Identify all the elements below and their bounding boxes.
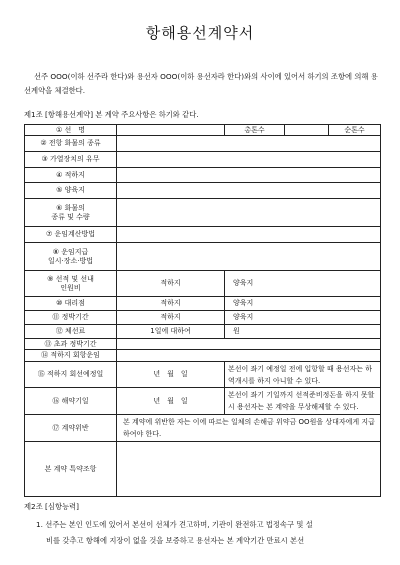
laytime-label: ⑨ 선적 및 선내 인원비 (25, 271, 117, 297)
loading-notice-text: 본선이 좌기 예정일 전에 입항할 때 용선자는 하역개시를 하지 아니할 수 있다. (225, 362, 381, 388)
gross-ton-label: 총톤수 (225, 125, 285, 136)
heater-label: ③ 가열장치의 유무 (25, 152, 117, 168)
cargo-type-value (117, 136, 381, 152)
unloading-port-value (117, 183, 381, 199)
loading-port-value (117, 168, 381, 183)
demurrage-won: 원 (225, 325, 381, 339)
agent-loading: 적하지 (117, 297, 225, 311)
unloading-port-label: ⑤ 양육지 (25, 183, 117, 199)
document-title: 항해용선계약서 (145, 24, 255, 42)
ship-name-value (117, 125, 225, 136)
laytime-loading: 적하지 (117, 271, 225, 297)
insurance-value (117, 350, 381, 362)
cargo-kind-qty-value (117, 199, 381, 227)
layday-label: ⑪ 정박기간 (25, 311, 117, 325)
insurance-label: ⑭ 적하지 회항운임 (25, 350, 117, 362)
layday-loading: 적하지 (117, 311, 225, 325)
net-ton-label: 순톤수 (329, 125, 381, 136)
cargo-kind-qty-label: ⑥ 화물의 종류 및 수량 (25, 199, 117, 227)
agent-unloading: 양육지 (225, 297, 381, 311)
freight-method-label: ⑦ 운임계산방법 (25, 227, 117, 243)
special-terms-label: 본 계약 특약조항 (25, 442, 117, 497)
demurrage-label: ⑫ 체선료 (25, 325, 117, 339)
freight-method-value (117, 227, 381, 243)
breach-text: 본 계약에 위반한 자는 이에 따르는 일체의 손해금 위약금 OO원을 상대자에게 지급하여야 한다. (117, 415, 381, 442)
loading-notice-date: 년 월 일 (117, 362, 225, 388)
clause-2-item-1 (36, 517, 380, 549)
breach-label: ⑰ 계약위반 (25, 415, 117, 442)
laytime-unloading: 양육지 (225, 271, 381, 297)
expiry-date: 년 월 일 (117, 388, 225, 415)
gross-ton-value (285, 125, 329, 136)
clause-1-heading: 제1조 [항해용선계약] 본 계약 주요사항은 하기와 같다. (24, 110, 199, 119)
ship-name-label: ① 선 명 (25, 125, 117, 136)
special-terms-value (117, 442, 381, 497)
cargo-type-label: ② 전항 화물의 종류 (25, 136, 117, 152)
clause-2-heading: 제2조 [심항능력] (24, 502, 79, 511)
layday-unloading: 양육지 (225, 311, 381, 325)
expiry-label: ⑯ 해약기일 (25, 388, 117, 415)
overtime-value (117, 339, 381, 350)
contract-terms-table (24, 124, 381, 497)
heater-value (117, 152, 381, 168)
demurrage-per-day: 1일에 대하여 (117, 325, 225, 339)
freight-payment-value (117, 243, 381, 271)
clause-2-item-1-line-1: 1. 선주는 본인 인도에 있어서 본선이 선체가 견고하며, 기관이 완전하고 법정속구 및 설 (36, 520, 313, 529)
loading-notice-label: ⑮ 적하지 회선예정일 (25, 362, 117, 388)
loading-port-label: ④ 적하지 (25, 168, 117, 183)
freight-payment-label: ⑧ 운임지급 일시·장소·방법 (25, 243, 117, 271)
intro-paragraph: 선주 OOO(이하 선주라 한다)와 용선자 OOO(이하 용선자라 한다)와의 사이에 있어서 하기의 조항에 의해 용선계약을 체결한다. (24, 72, 378, 95)
agent-label: ⑩ 대리점 (25, 297, 117, 311)
overtime-label: ⑬ 초과 정박기간 (25, 339, 117, 350)
expiry-text: 본선이 좌기 기일까지 선적준비정돈을 하지 못할 시 용선자는 본 계약을 무상해제할 수 있다. (225, 388, 381, 415)
clause-2-item-1-line-2: 비를 갖추고 항해에 지장이 없을 것을 보증하고 용선자는 본 계약기간 만료시 본선 (46, 536, 305, 545)
